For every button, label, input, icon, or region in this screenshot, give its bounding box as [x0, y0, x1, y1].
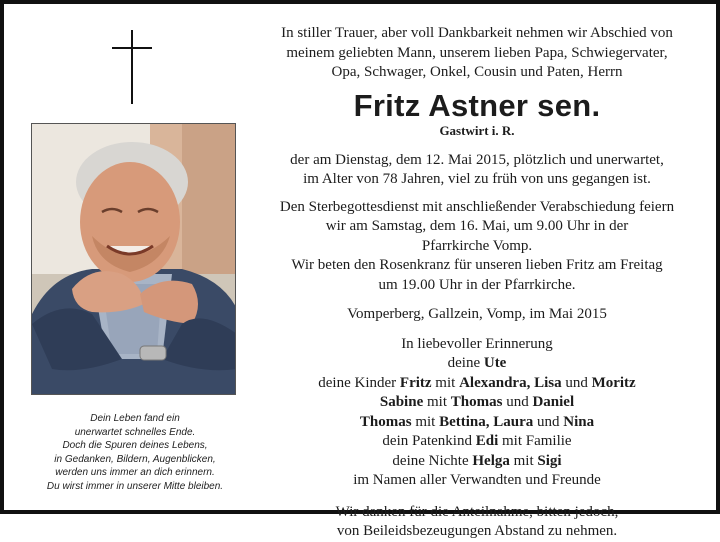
family-line: dein Patenkind Edi mit Familie — [382, 433, 572, 449]
obituary-text — [252, 24, 702, 542]
service-line: um 19.00 Uhr in der Pfarrkirche. — [378, 276, 576, 293]
service-line: Den Sterbegottesdienst mit anschließender Verabschiedung feiern — [279, 198, 675, 215]
portrait-photo — [31, 123, 236, 395]
poem-line: Doch die Spuren deines Lebens, — [62, 440, 208, 452]
family-line: deine Ute — [447, 355, 507, 371]
deceased-name: Fritz Astner sen. — [353, 87, 601, 123]
poem-line: Dein Leben fand ein — [90, 413, 180, 424]
poem-line: in Gedanken, Bildern, Augenblicken, — [54, 453, 216, 465]
service-line: wir am Samstag, dem 16. Mai, um 9.00 Uhr in der — [325, 218, 629, 234]
thanks-line: Wir danken für die Anteilnahme, bitten jedoch, — [335, 503, 619, 520]
poem-line: werden uns immer an dich erinnern. — [55, 467, 215, 479]
intro-line: Opa, Schwager, Onkel, Cousin und Paten, Herrn — [331, 64, 623, 80]
deceased-title: Gastwirt i. R. — [439, 122, 515, 138]
family-line: Thomas mit Bettina, Laura und Nina — [359, 413, 595, 430]
place-date: Vomperberg, Gallzein, Vomp, im Mai 2015 — [347, 306, 607, 322]
memorial-poem — [24, 412, 246, 494]
family-line: im Namen aller Verwandten und Freunde — [353, 472, 601, 488]
service-line: Wir beten den Rosenkranz für unseren lieben Fritz am Freitag — [291, 257, 663, 273]
thanks-line: von Beileidsbezeugungen Abstand zu nehmen. — [336, 523, 618, 539]
memory-heading: In liebevoller Erinnerung — [401, 335, 553, 352]
family-line: deine Kinder Fritz mit Alexandra, Lisa und Moritz — [318, 374, 636, 391]
death-line: der am Dienstag, dem 12. Mai 2015, plötzlich und unerwartet, — [290, 151, 664, 168]
family-line: deine Nichte Helga mit Sigi — [392, 452, 562, 469]
service-line: Pfarrkirche Vomp. — [421, 237, 533, 254]
death-line: im Alter von 78 Jahren, viel zu früh von uns gegangen ist. — [303, 171, 651, 187]
intro-line: meinem geliebten Mann, unserem lieben Papa, Schwiegervater, — [286, 44, 668, 61]
family-line: Sabine mit Thomas und Daniel — [379, 394, 575, 410]
poem-line: unerwartet schnelles Ende. — [74, 426, 196, 438]
intro-line: In stiller Trauer, aber voll Dankbarkeit nehmen wir Abschied von — [281, 25, 673, 41]
cross-icon — [112, 30, 152, 104]
poem-line: Du wirst immer in unserer Mitte bleiben. — [46, 480, 224, 492]
